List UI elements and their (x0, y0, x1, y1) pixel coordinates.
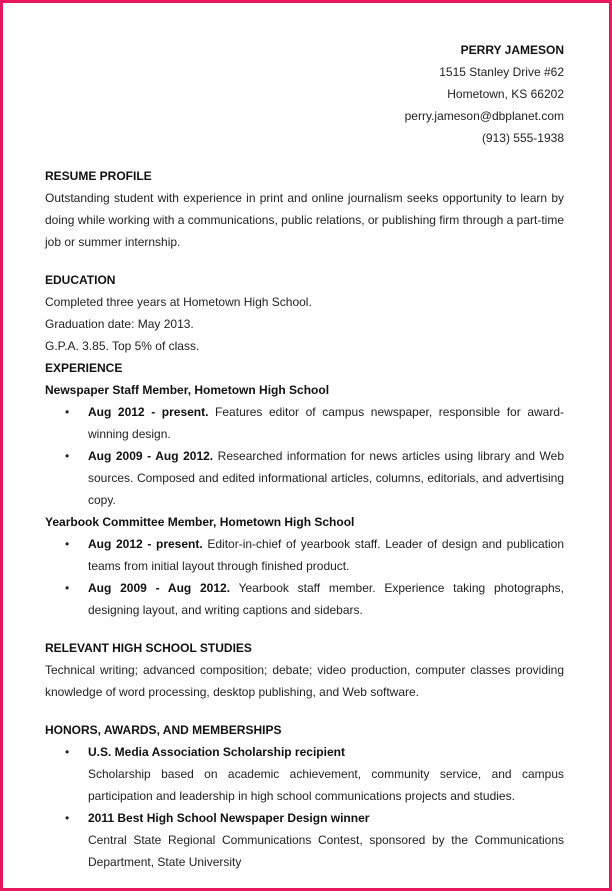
street-address: 1515 Stanley Drive #62 (439, 65, 564, 79)
experience-heading: EXPERIENCE (45, 361, 123, 375)
bullet-icon: • (65, 745, 70, 759)
honor-description: Central State Regional Communications Contest, sponsored by the Communications Department, State University (88, 833, 564, 869)
job-duties-list (45, 533, 564, 621)
list-item (45, 577, 564, 621)
studies-text: Technical writing; advanced composition; debate; video production, computer classes providing knowledge of word processing, desktop publishing, and Web software. (45, 663, 564, 699)
email-address: perry.jameson@dbplanet.com (404, 109, 564, 123)
phone-number: (913) 555-1938 (481, 131, 564, 145)
job-duties-list (45, 401, 564, 511)
honor-title: 2011 Best High School Newspaper Design winner (88, 811, 370, 825)
honors-heading: HONORS, AWARDS, AND MEMBERSHIPS (45, 723, 282, 737)
spacer (45, 703, 564, 719)
job-date: Aug 2009 - Aug 2012. (88, 449, 214, 463)
list-item (45, 445, 564, 511)
job-date: Aug 2012 - present. (88, 405, 209, 419)
bullet-icon: • (65, 537, 70, 551)
list-item (45, 401, 564, 445)
honor-description: Scholarship based on academic achievement, community service, and campus participation and leadership in high school communications projects and studies. (88, 767, 564, 803)
job-duty-text: Yearbook staff member. Experience taking photographs, designing layout, and writing captions and sidebars. (88, 581, 565, 617)
job-title: Newspaper Staff Member, Hometown High School (45, 383, 330, 397)
honors-list (45, 741, 564, 873)
profile-heading: RESUME PROFILE (45, 169, 152, 183)
bullet-icon: • (65, 449, 70, 463)
bullet-icon: • (65, 405, 70, 419)
spacer (45, 621, 564, 637)
job-date: Aug 2009 - Aug 2012. (88, 581, 231, 595)
education-line: Completed three years at Hometown High School. (45, 295, 312, 309)
job-date: Aug 2012 - present. (88, 537, 203, 551)
honor-title: U.S. Media Association Scholarship recipient (88, 745, 345, 759)
job-title: Yearbook Committee Member, Hometown High School (45, 515, 355, 529)
bullet-icon: • (65, 581, 70, 595)
education-heading: EDUCATION (45, 273, 116, 287)
job-duty-text: Researched information for news articles using library and Web sources. Composed and edited informational articles, columns, editorials, and advertising copy. (88, 449, 564, 507)
bullet-icon: • (65, 811, 70, 825)
spacer (45, 149, 564, 165)
candidate-name: PERRY JAMESON (460, 43, 564, 57)
contact-block (45, 39, 564, 149)
list-item (45, 807, 564, 873)
profile-text: Outstanding student with experience in print and online journalism seeks opportunity to learn by doing while working with a communications, public relations, or publishing firm through a part-time job or summer internship. (45, 191, 564, 249)
spacer (45, 253, 564, 269)
list-item (45, 741, 564, 807)
city-state-zip: Hometown, KS 66202 (447, 87, 564, 101)
list-item (45, 533, 564, 577)
studies-heading: RELEVANT HIGH SCHOOL STUDIES (45, 641, 252, 655)
job-duty-text: Editor-in-chief of yearbook staff. Leader of design and publication teams from initial layout through finished product. (88, 537, 564, 573)
resume-document (45, 39, 564, 873)
job-duty-text: Features editor of campus newspaper, responsible for award-winning design. (88, 405, 564, 441)
education-line: G.P.A. 3.85. Top 5% of class. (45, 339, 200, 353)
education-line: Graduation date: May 2013. (45, 317, 194, 331)
